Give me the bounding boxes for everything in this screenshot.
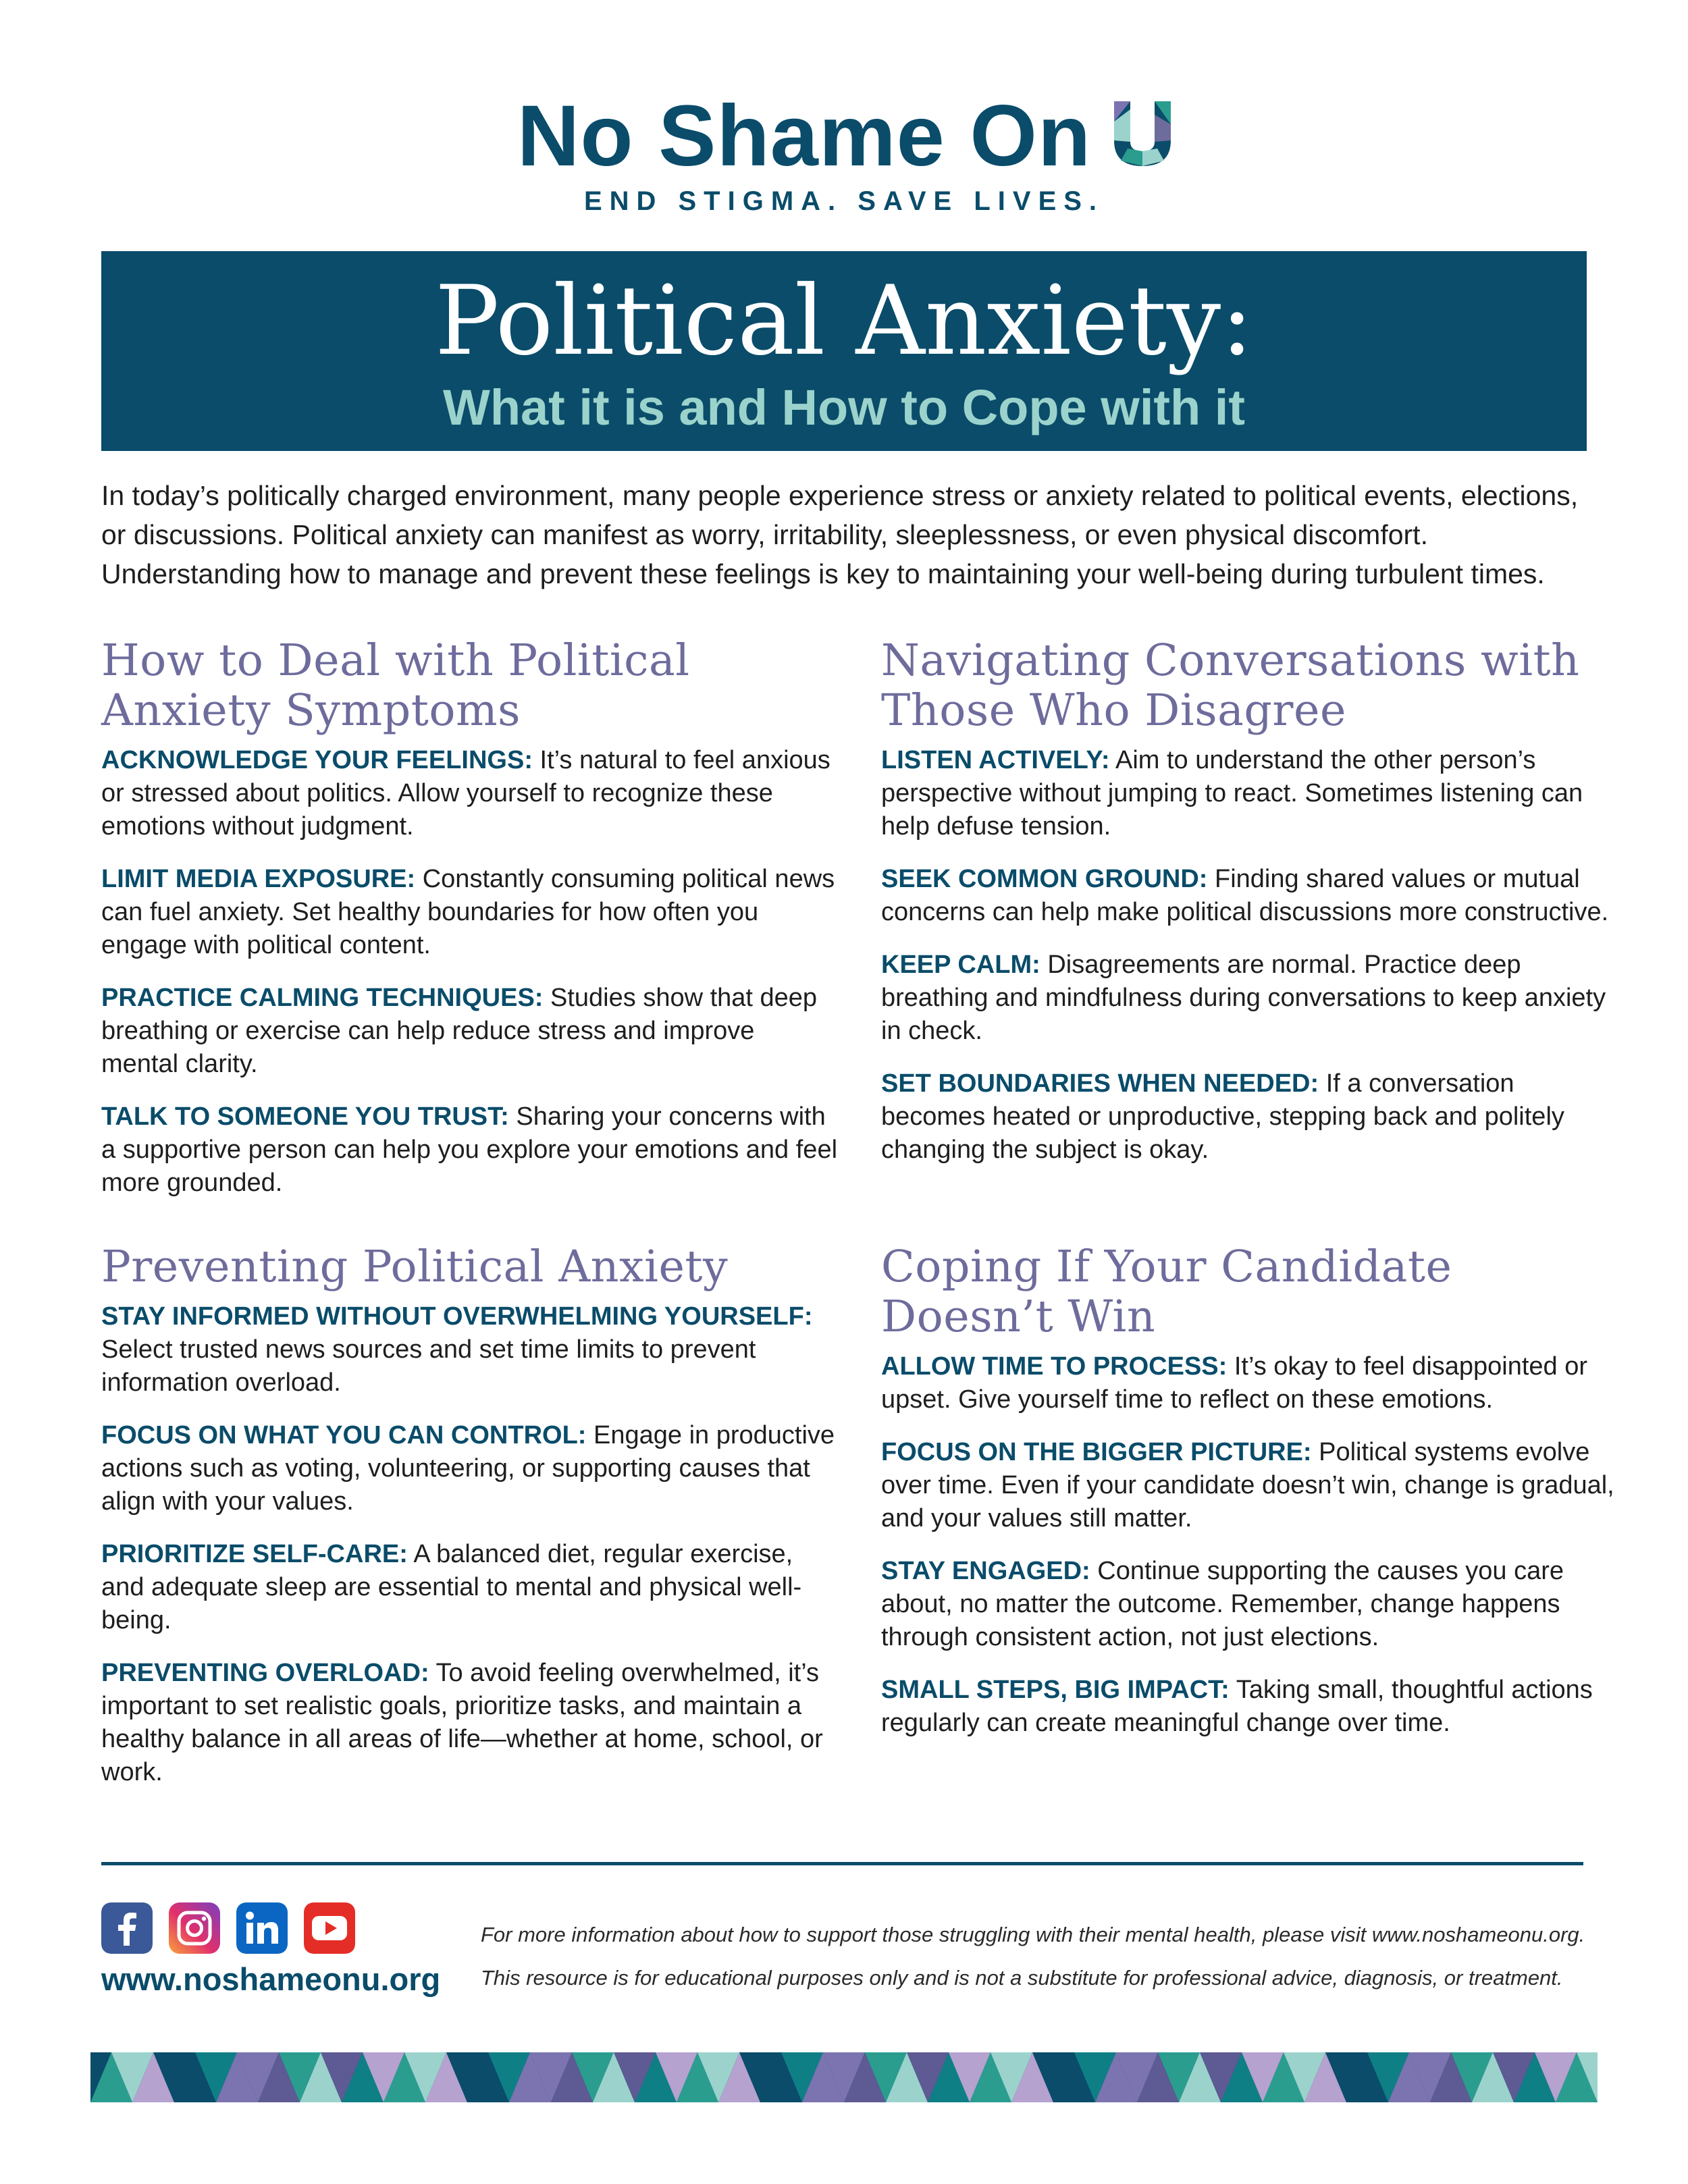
item-text: Studies show that deep breathing or exercise can help reduce stress and improve mental clarity. [101, 984, 818, 1078]
item-text: Political systems evolve over time. Even if your candidate doesn’t win, change is gradual, and your values still matter. [881, 1438, 1614, 1533]
item-label: ALLOW TIME TO PROCESS: [881, 1352, 1228, 1381]
social-links [101, 1902, 355, 1954]
list-item [101, 744, 837, 843]
item-label: KEEP CALM: [881, 951, 1040, 979]
logo-text: No Shame On [517, 88, 1092, 184]
instagram-icon[interactable] [169, 1902, 220, 1954]
item-text: It’s natural to feel anxious or stressed about politics. Allow yourself to recognize these emotions without judgment. [101, 746, 830, 841]
list-item [881, 1067, 1617, 1167]
list-item [881, 1436, 1617, 1535]
item-text: Disagreements are normal. Practice deep breathing and mindfulness during conversations to keep anxiety in check. [881, 951, 1606, 1045]
item-text: Select trusted news sources and set time limits to prevent information overload. [101, 1335, 756, 1397]
item-text: Continue supporting the causes you care about, no matter the outcome. Remember, change happens through consistent action, not just elections. [881, 1557, 1564, 1651]
item-text: If a conversation becomes heated or unproductive, stepping back and politely changing the subject is okay. [881, 1069, 1564, 1164]
item-label: FOCUS ON WHAT YOU CAN CONTROL: [101, 1421, 587, 1449]
disclaimer-note: This resource is for educational purposes only and is not a substitute for professional advice, diagnosis, or treatment. [481, 1966, 1563, 1990]
item-text: Aim to understand the other person’s perspective without jumping to react. Sometimes listening can help defuse tension. [881, 746, 1583, 841]
item-label: TALK TO SOMEONE YOU TRUST: [101, 1102, 509, 1131]
section-coping [881, 1242, 1617, 1759]
list-item [881, 949, 1617, 1048]
list-item [881, 1674, 1617, 1740]
list-item [881, 1555, 1617, 1654]
decorative-pattern [90, 2052, 1598, 2102]
tagline: END STIGMA. SAVE LIVES. [583, 186, 1105, 216]
item-text: Taking small, thoughtful actions regularly can create meaningful change over time. [881, 1676, 1593, 1737]
linkedin-icon[interactable] [236, 1902, 288, 1954]
item-label: PRIORITIZE SELF-CARE: [101, 1540, 408, 1568]
logo-u-mark [1114, 101, 1171, 166]
list-item [881, 744, 1617, 843]
item-label: ACKNOWLEDGE YOUR FEELINGS: [101, 746, 533, 774]
item-label: LIMIT MEDIA EXPOSURE: [101, 865, 416, 893]
page-subtitle: What it is and How to Cope with it [442, 379, 1245, 436]
list-item [101, 1657, 837, 1789]
item-text: Finding shared values or mutual concerns can help make political discussions more constructive. [881, 865, 1609, 926]
item-text: Constantly consuming political news can fuel anxiety. Set healthy boundaries for how often you engage with political content. [101, 865, 835, 959]
intro-paragraph: In today’s politically charged environment, many people experience stress or anxiety related to political events, elections, or discussions. Political anxiety can manifest as worry, irritability, sleeplessness, or even physical discomfort. Understanding how to manage and prevent these feelings is key to maintaining your well-being during turbulent times. [101, 480, 1579, 589]
list-item [101, 982, 837, 1081]
item-text: Sharing your concerns with a supportive person can help you explore your emotions and feel more grounded. [101, 1102, 838, 1197]
item-label: LISTEN ACTIVELY: [881, 746, 1110, 774]
section-title: Preventing Political Anxiety [101, 1242, 729, 1292]
info-note: For more information about how to support those struggling with their mental health, please visit www.noshameonu.org. [481, 1923, 1585, 1946]
item-text: Engage in productive actions such as voting, volunteering, or supporting causes that align with your values. [101, 1421, 835, 1516]
logo [0, 88, 1688, 184]
item-text: A balanced diet, regular exercise, and adequate sleep are essential to mental and physical well-being. [101, 1540, 802, 1634]
list-item [101, 1300, 837, 1400]
item-label: STAY INFORMED WITHOUT OVERWHELMING YOURSELF: [101, 1302, 813, 1331]
list-item [881, 1350, 1617, 1416]
item-label: STAY ENGAGED: [881, 1557, 1090, 1585]
item-label: SEEK COMMON GROUND: [881, 865, 1208, 893]
list-item [881, 863, 1617, 929]
item-label: SET BOUNDARIES WHEN NEEDED: [881, 1069, 1319, 1098]
section-preventing [101, 1242, 837, 1809]
list-item [101, 863, 837, 962]
section-title: How to Deal with Political Anxiety Symptoms [101, 635, 690, 736]
list-item [101, 1419, 837, 1518]
title-banner [101, 251, 1587, 451]
footer-divider [101, 1862, 1583, 1865]
list-item [101, 1100, 837, 1200]
list-item [101, 1538, 837, 1637]
item-text: To avoid feeling overwhelmed, it’s important to set realistic goals, prioritize tasks, and maintain a healthy balance in all areas of life—whether at home, school, or work. [101, 1659, 823, 1786]
item-label: PRACTICE CALMING TECHNIQUES: [101, 984, 544, 1012]
facebook-icon[interactable] [101, 1902, 153, 1954]
item-text: It’s okay to feel disappointed or upset. Give yourself time to reflect on these emotions. [881, 1352, 1588, 1414]
item-label: FOCUS ON THE BIGGER PICTURE: [881, 1438, 1312, 1466]
youtube-icon[interactable] [304, 1902, 355, 1954]
section-conversations [881, 636, 1617, 1186]
section-title: Coping If Your Candidate Doesn’t Win [881, 1242, 1452, 1342]
item-label: SMALL STEPS, BIG IMPACT: [881, 1676, 1230, 1704]
website-link[interactable]: www.noshameonu.org [101, 1961, 441, 1997]
item-label: PREVENTING OVERLOAD: [101, 1659, 429, 1687]
section-symptoms [101, 636, 837, 1219]
section-title: Navigating Conversations with Those Who Disagree [881, 635, 1580, 736]
page-title: Political Anxiety: [435, 265, 1253, 377]
